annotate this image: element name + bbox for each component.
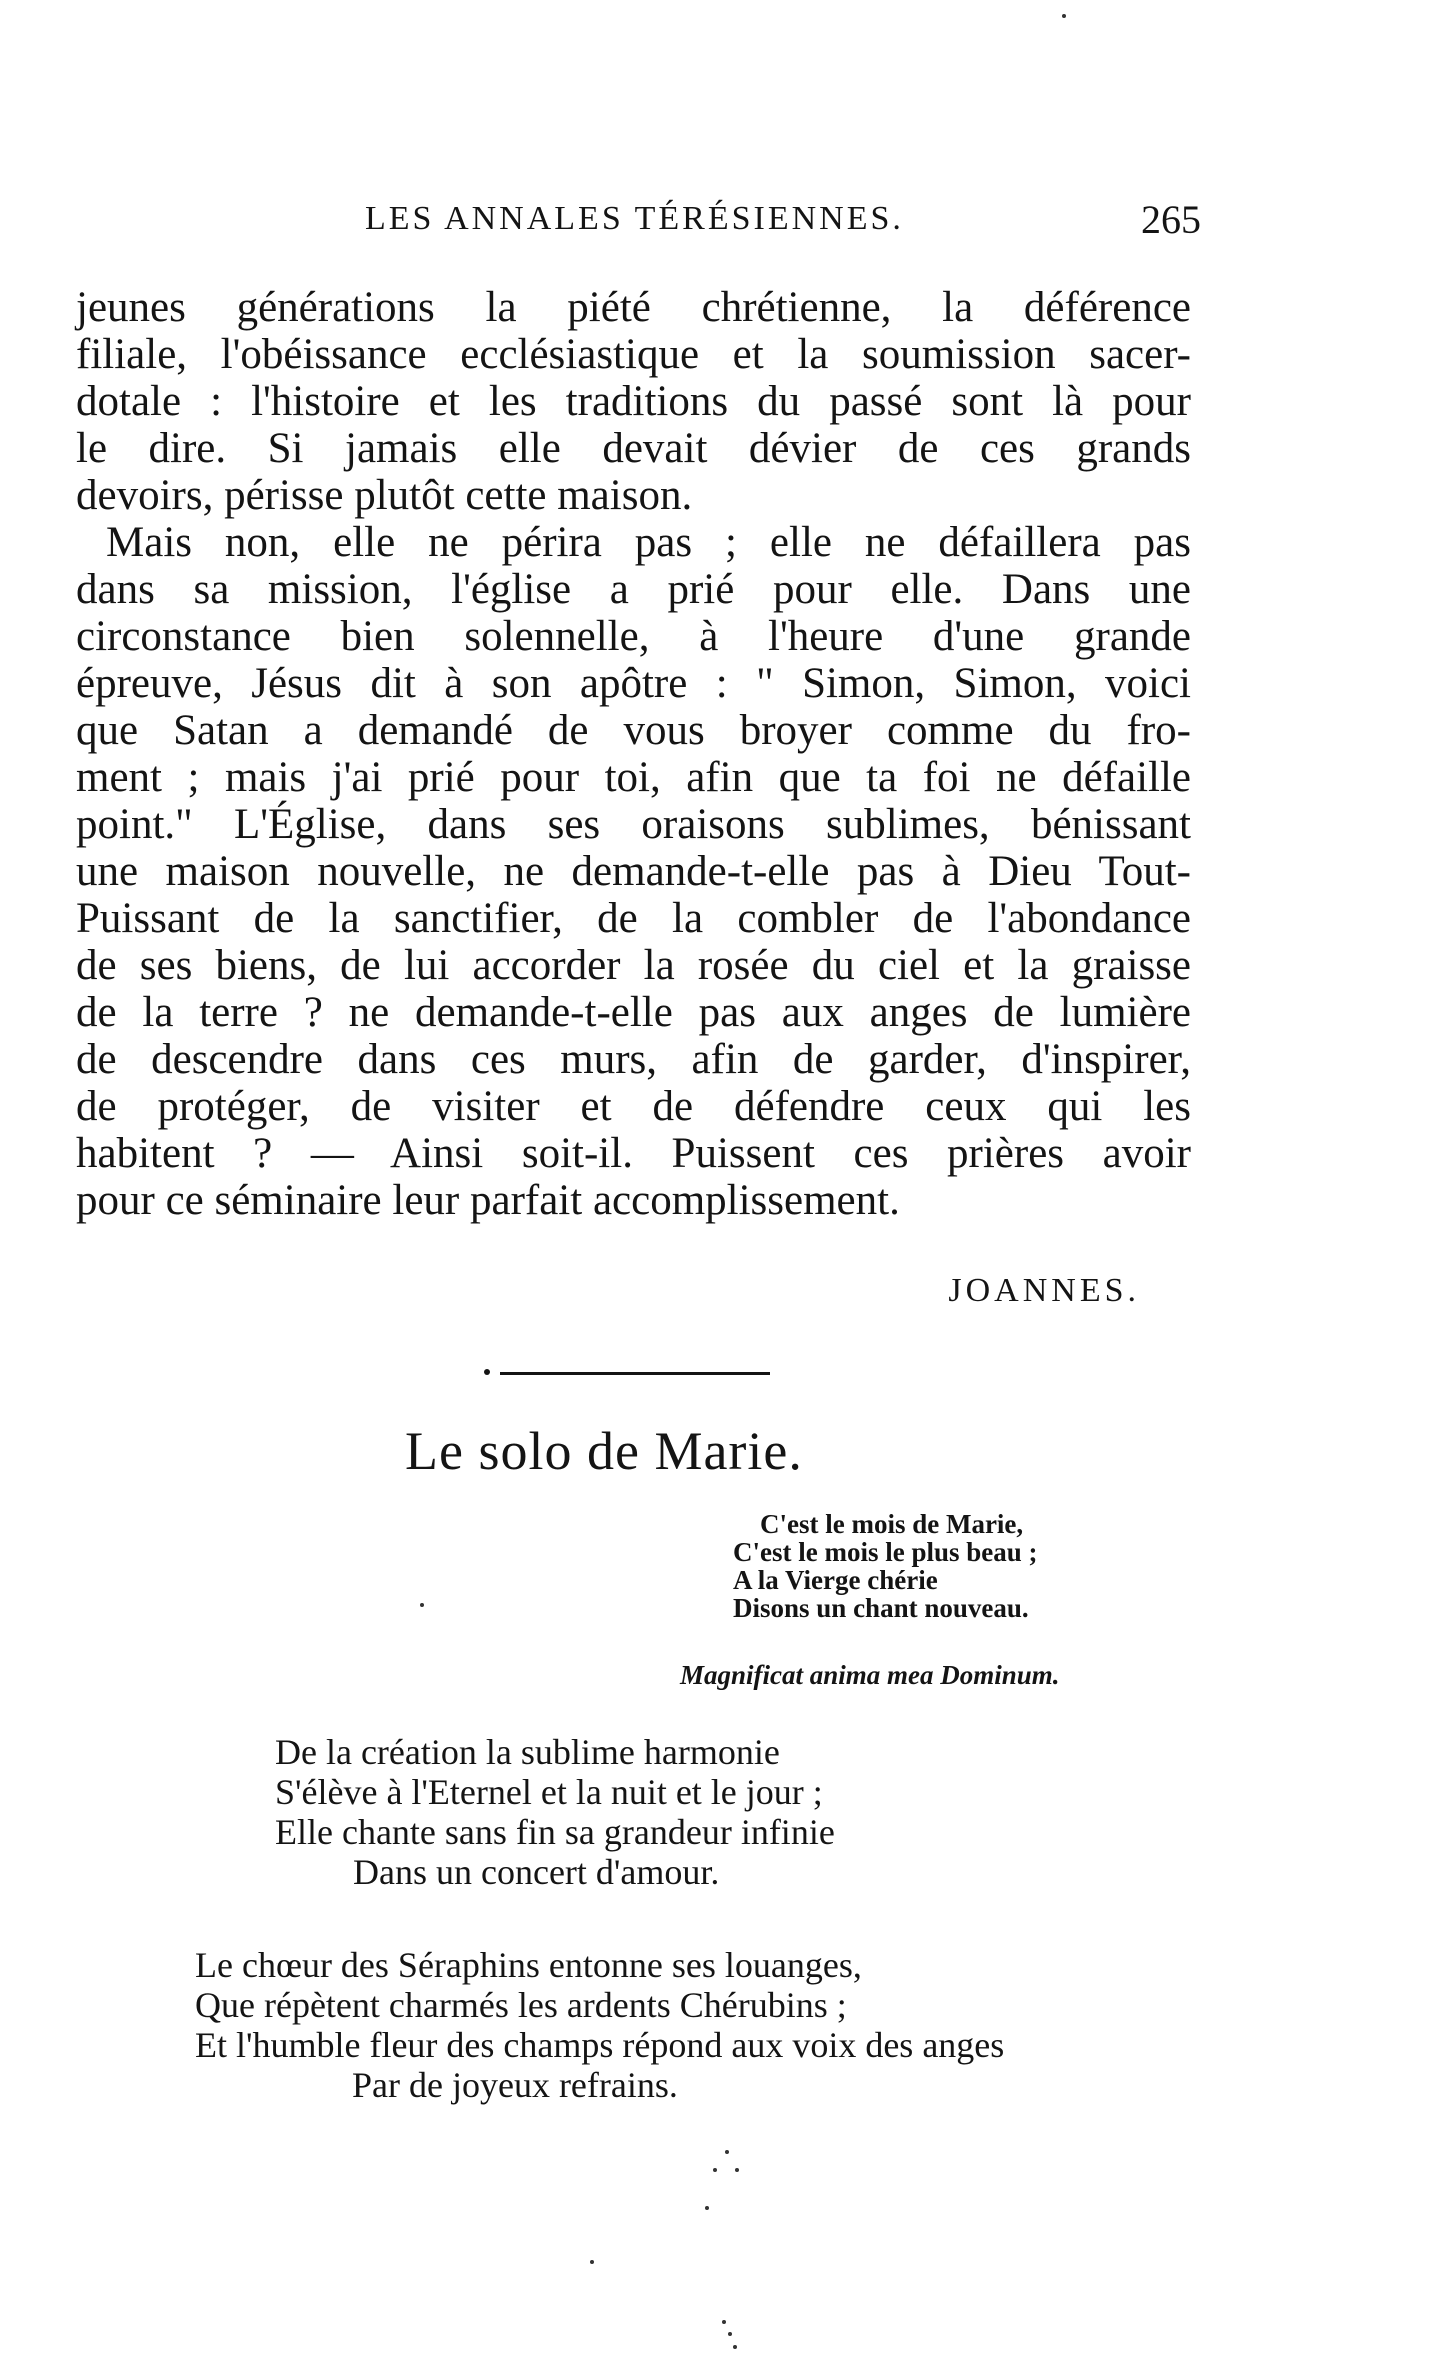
verse-line: Par de joyeux refrains. (352, 2065, 678, 2105)
text-line: ment ; mais j'ai prié pour toi, afin que ta foi ne défaille (76, 754, 1191, 801)
verse-line: Le chœur des Séraphins entonne ses louanges, (195, 1945, 862, 1985)
epigraph-line: Disons un chant nouveau. (733, 1593, 1029, 1623)
scan-speck (1062, 14, 1066, 18)
verse-line: S'élève à l'Eternel et la nuit et le jour ; (275, 1772, 823, 1812)
text-line: de ses biens, de lui accorder la rosée du ciel et la graisse (76, 942, 1191, 989)
running-title: LES ANNALES TÉRÉSIENNES. (365, 200, 904, 237)
scan-speck (705, 2206, 709, 2210)
scan-speck (590, 2260, 594, 2264)
scan-speck (728, 2332, 732, 2336)
text-line: habitent ? — Ainsi soit-il. Puissent ces prières avoir (76, 1130, 1191, 1177)
epigraph (725, 1510, 1038, 1622)
text-line: une maison nouvelle, ne demande-t-elle pas à Dieu Tout- (76, 848, 1191, 895)
verse-line: De la création la sublime harmonie (275, 1732, 780, 1772)
scan-speck (420, 1603, 424, 1607)
text-line: dans sa mission, l'église a prié pour elle. Dans une (76, 566, 1191, 613)
paragraph-2 (76, 519, 1191, 1224)
epigraph-source: Magnificat anima mea Dominum. (680, 1660, 1060, 1690)
text-line: de la terre ? ne demande-t-elle pas aux anges de lumière (76, 989, 1191, 1036)
text-line: point." L'Église, dans ses oraisons sublimes, bénissant (76, 801, 1191, 848)
text-line: circonstance bien solennelle, à l'heure d'une grande (76, 613, 1191, 660)
text-line: Mais non, elle ne périra pas ; elle ne défaillera pas (106, 519, 1191, 566)
text-line: filiale, l'obéissance ecclésiastique et la soumission sacer- (76, 331, 1191, 378)
text-line: dotale : l'histoire et les traditions du passé sont là pour (76, 378, 1191, 425)
running-header (365, 197, 1225, 250)
verse-line: Elle chante sans fin sa grandeur infinie (275, 1812, 835, 1852)
scan-speck (733, 2345, 737, 2349)
text-line: de descendre dans ces murs, afin de garder, d'inspirer, (76, 1036, 1191, 1083)
scan-speck (722, 2320, 726, 2324)
text-line: de protéger, de visiter et de défendre ceux qui les (76, 1083, 1191, 1130)
text-line: que Satan a demandé de vous broyer comme du fro- (76, 707, 1191, 754)
verse-line: Dans un concert d'amour. (353, 1852, 720, 1892)
text-line: devoirs, périsse plutôt cette maison. (76, 472, 693, 519)
epigraph-line: A la Vierge chérie (733, 1565, 938, 1595)
poem-title: Le solo de Marie. (405, 1421, 803, 1481)
text-line: pour ce séminaire leur parfait accomplissement. (76, 1177, 900, 1224)
text-line: Puissant de la sanctifier, de la combler de l'abondance (76, 895, 1191, 942)
stanza-1 (275, 1732, 835, 1892)
scan-speck (725, 2150, 729, 2154)
separator-dot (484, 1369, 490, 1375)
verse-line: Et l'humble fleur des champs répond aux voix des anges (195, 2025, 1005, 2065)
text-line: jeunes générations la piété chrétienne, la déférence (76, 284, 1191, 331)
author-signature: JOANNES. (948, 1272, 1140, 1309)
epigraph-line: C'est le mois le plus beau ; (733, 1537, 1038, 1567)
page-number: 265 (1141, 197, 1201, 242)
epigraph-line: C'est le mois de Marie, (760, 1509, 1024, 1539)
scan-speck (713, 2168, 717, 2172)
text-line: le dire. Si jamais elle devait dévier de ces grands (76, 425, 1191, 472)
section-divider (500, 1372, 770, 1375)
stanza-2 (195, 1945, 1004, 2105)
text-line: épreuve, Jésus dit à son apôtre : " Simon, Simon, voici (76, 660, 1191, 707)
scan-speck (735, 2168, 739, 2172)
verse-line: Que répètent charmés les ardents Chérubins ; (195, 1985, 847, 2025)
paragraph-1 (76, 284, 1191, 519)
